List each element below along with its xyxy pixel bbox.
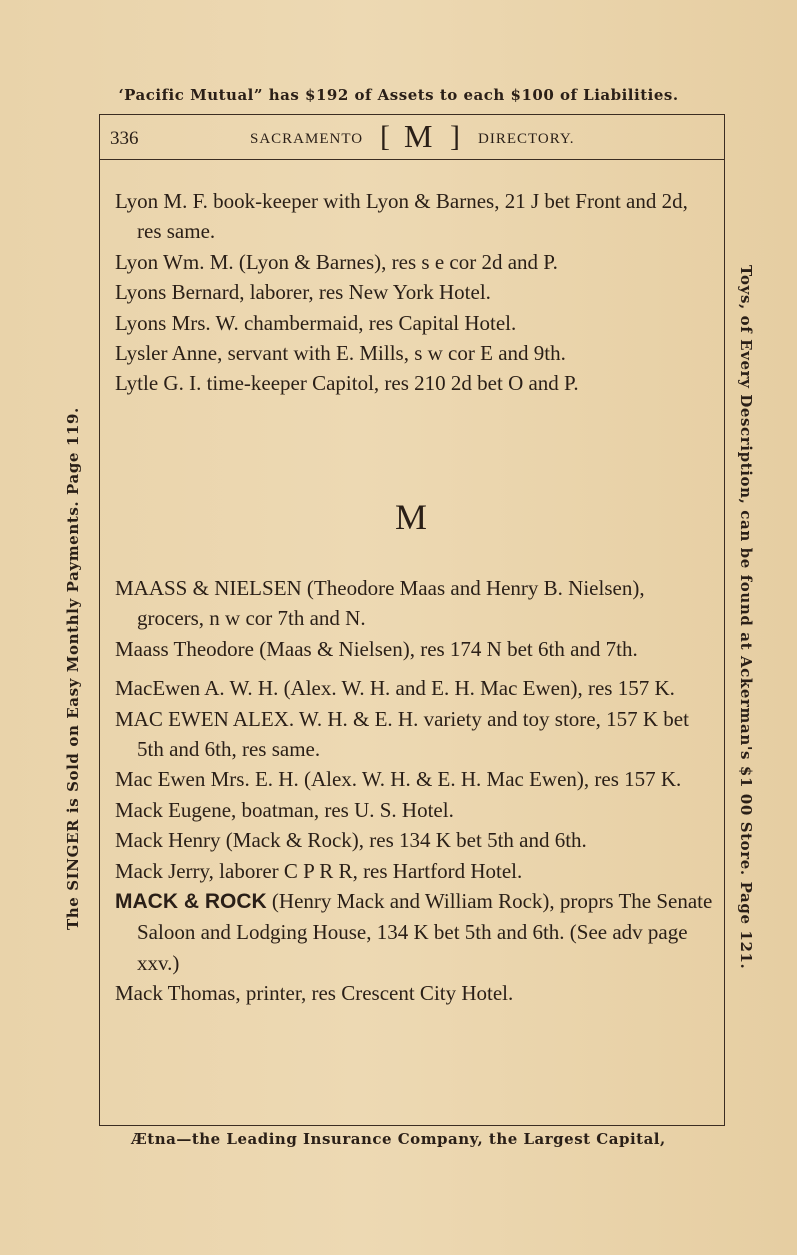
- header-rule: [99, 159, 725, 160]
- directory-entry: [115, 673, 715, 703]
- directory-entry: [115, 978, 715, 1008]
- entry-text: MacEwen A. W. H. (Alex. W. H. and E. H. Mac Ewen), res 157 K.: [115, 676, 675, 701]
- directory-entry: [115, 704, 715, 765]
- entry-text: Mac Ewen Mrs. E. H. (Alex. W. H. & E. H. Mac Ewen), res 157 K.: [115, 767, 682, 792]
- entries-l-section: [115, 186, 715, 399]
- running-head-letter: M: [404, 118, 433, 154]
- bottom-advertisement: Ætna—the Leading Insurance Company, the Largest Capital,: [131, 1130, 666, 1148]
- directory-entry: [115, 795, 715, 825]
- entry-text: MAASS & NIELSEN (Theodore Maas and Henry B. Nielsen), grocers, n w cor 7th and N.: [115, 576, 645, 631]
- top-advertisement: ‘Pacific Mutual” has $192 of Assets to each $100 of Liabilities.: [118, 86, 679, 104]
- page-number: 336: [110, 128, 139, 149]
- running-head-bracket-close: ]: [450, 120, 460, 153]
- entries-m-section: [115, 573, 715, 1009]
- section-letter-heading: M: [394, 497, 427, 537]
- entry-text: MAC EWEN ALEX. W. H. & E. H. variety and toy store, 157 K bet 5th and 6th, res same.: [115, 706, 689, 762]
- running-head-city: SACRAMENTO: [250, 131, 364, 147]
- directory-entry: Lyons Mrs. W. chambermaid, res Capital Hotel.: [115, 310, 517, 335]
- running-head-bracket-open: [: [380, 120, 390, 153]
- directory-entry: Lyon M. F. book-keeper with Lyon & Barnes, 21 J bet Front and 2d, res same.: [115, 189, 688, 244]
- directory-entry: [115, 634, 715, 664]
- entry-text: Mack Henry (Mack & Rock), res 134 K bet 5th and 6th.: [115, 828, 587, 853]
- entry-text: Mack Eugene, boatman, res U. S. Hotel.: [115, 797, 454, 822]
- entry-text: Maass Theodore (Maas & Nielsen), res 174 N bet 6th and 7th.: [115, 636, 638, 661]
- entry-text: Mack Jerry, laborer C P R R, res Hartford Hotel.: [115, 858, 523, 883]
- entry-bold-name: MACK & ROCK: [115, 890, 267, 914]
- directory-entry: [115, 886, 715, 978]
- directory-entry: Lyons Bernard, laborer, res New York Hotel.: [115, 280, 491, 305]
- directory-entry: Lytle G. I. time-keeper Capitol, res 210 2d bet O and P.: [115, 371, 579, 396]
- directory-entry: [115, 856, 715, 886]
- directory-entry: [115, 825, 715, 855]
- running-head-directory: DIRECTORY.: [478, 131, 575, 147]
- directory-entry: [115, 573, 715, 634]
- right-margin-advertisement: Toys, of Every Description, can be found at Ackerman's $1 00 Store. Page 121.: [737, 265, 755, 970]
- entry-text: (Henry Mack and William Rock), proprs The Senate Saloon and Lodging House, 134 K bet 5th and 6th. (See adv page xxv.): [137, 889, 713, 975]
- directory-entry: [115, 764, 715, 794]
- directory-entry: Lyon Wm. M. (Lyon & Barnes), res s e cor 2d and P.: [115, 249, 558, 274]
- entry-text: Mack Thomas, printer, res Crescent City Hotel.: [115, 981, 514, 1006]
- left-margin-advertisement: The SINGER is Sold on Easy Monthly Payments. Page 119.: [64, 407, 82, 930]
- directory-entry: Lysler Anne, servant with E. Mills, s w cor E and 9th.: [115, 341, 566, 366]
